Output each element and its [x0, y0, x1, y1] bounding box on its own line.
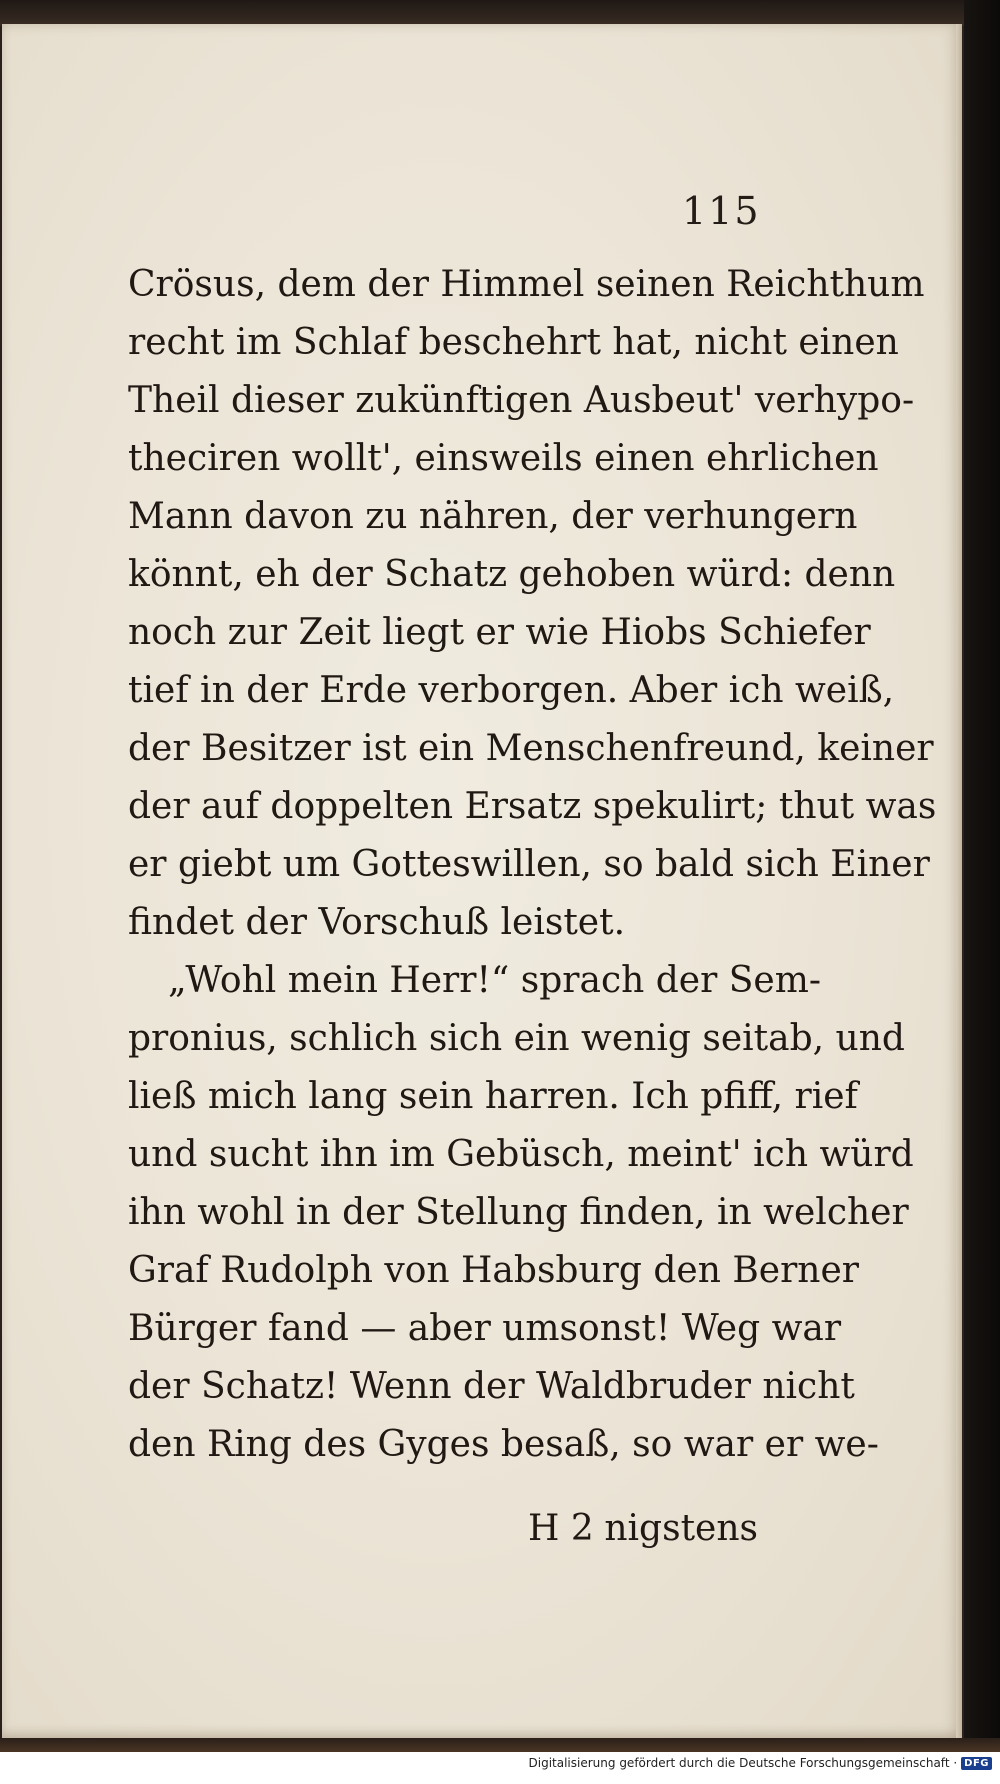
text-line: pronius, schlich sich ein wenig seitab, und [128, 1018, 905, 1059]
text-line: ließ mich lang sein harren. Ich pfiff, rief [128, 1076, 858, 1117]
text-line: noch zur Zeit liegt er wie Hiobs Schiefer [128, 612, 871, 653]
text-line: Mann davon zu nähren, der verhungern [128, 496, 858, 537]
text-line: er giebt um Gotteswillen, so bald sich Einer [128, 844, 930, 885]
dfg-logo: DFG [961, 1757, 992, 1770]
page-number: 115 [682, 189, 761, 233]
scan-bottom-edge [0, 1738, 1000, 1752]
text-line: theciren wollt', einsweils einen ehrlichen [128, 438, 879, 479]
text-line: den Ring des Gyges besaß, so war er we- [128, 1424, 879, 1465]
text-line: Bürger fand — aber umsonst! Weg war [128, 1308, 842, 1349]
book-page [2, 24, 962, 1739]
digitization-credit [529, 1756, 992, 1770]
text-line: ihn wohl in der Stellung finden, in welcher [128, 1192, 909, 1233]
catchword: nigstens [604, 1508, 758, 1549]
text-line: recht im Schlaf beschehrt hat, nicht einen [128, 322, 899, 363]
text-line: Graf Rudolph von Habsburg den Berner [128, 1250, 859, 1291]
signature-mark: H 2 [528, 1508, 594, 1549]
text-line: Theil dieser zukünftigen Ausbeut' verhypo- [128, 380, 915, 421]
text-line: der Besitzer ist ein Menschenfreund, keiner [128, 728, 934, 769]
text-line: und sucht ihn im Gebüsch, meint' ich würd [128, 1134, 914, 1175]
text-line: „Wohl mein Herr!“ sprach der Sem- [168, 960, 822, 1001]
text-line: der Schatz! Wenn der Waldbruder nicht [128, 1366, 855, 1407]
scan-top-edge [0, 0, 1000, 26]
text-line: der auf doppelten Ersatz spekulirt; thut was [128, 786, 937, 827]
body-text [128, 256, 937, 1474]
credit-text: Digitalisierung gefördert durch die Deutsche Forschungsgemeinschaft · [528, 1756, 958, 1770]
text-line: könnt, eh der Schatz gehoben würd: denn [128, 554, 896, 595]
text-line: findet der Vorschuß leistet. [128, 902, 626, 943]
text-line: tief in der Erde verborgen. Aber ich weiß, [128, 670, 895, 711]
scan-right-edge [964, 0, 1000, 1750]
page-edge [956, 24, 962, 1739]
text-line: Crösus, dem der Himmel seinen Reichthum [128, 264, 925, 305]
page-footer [128, 1504, 758, 1554]
